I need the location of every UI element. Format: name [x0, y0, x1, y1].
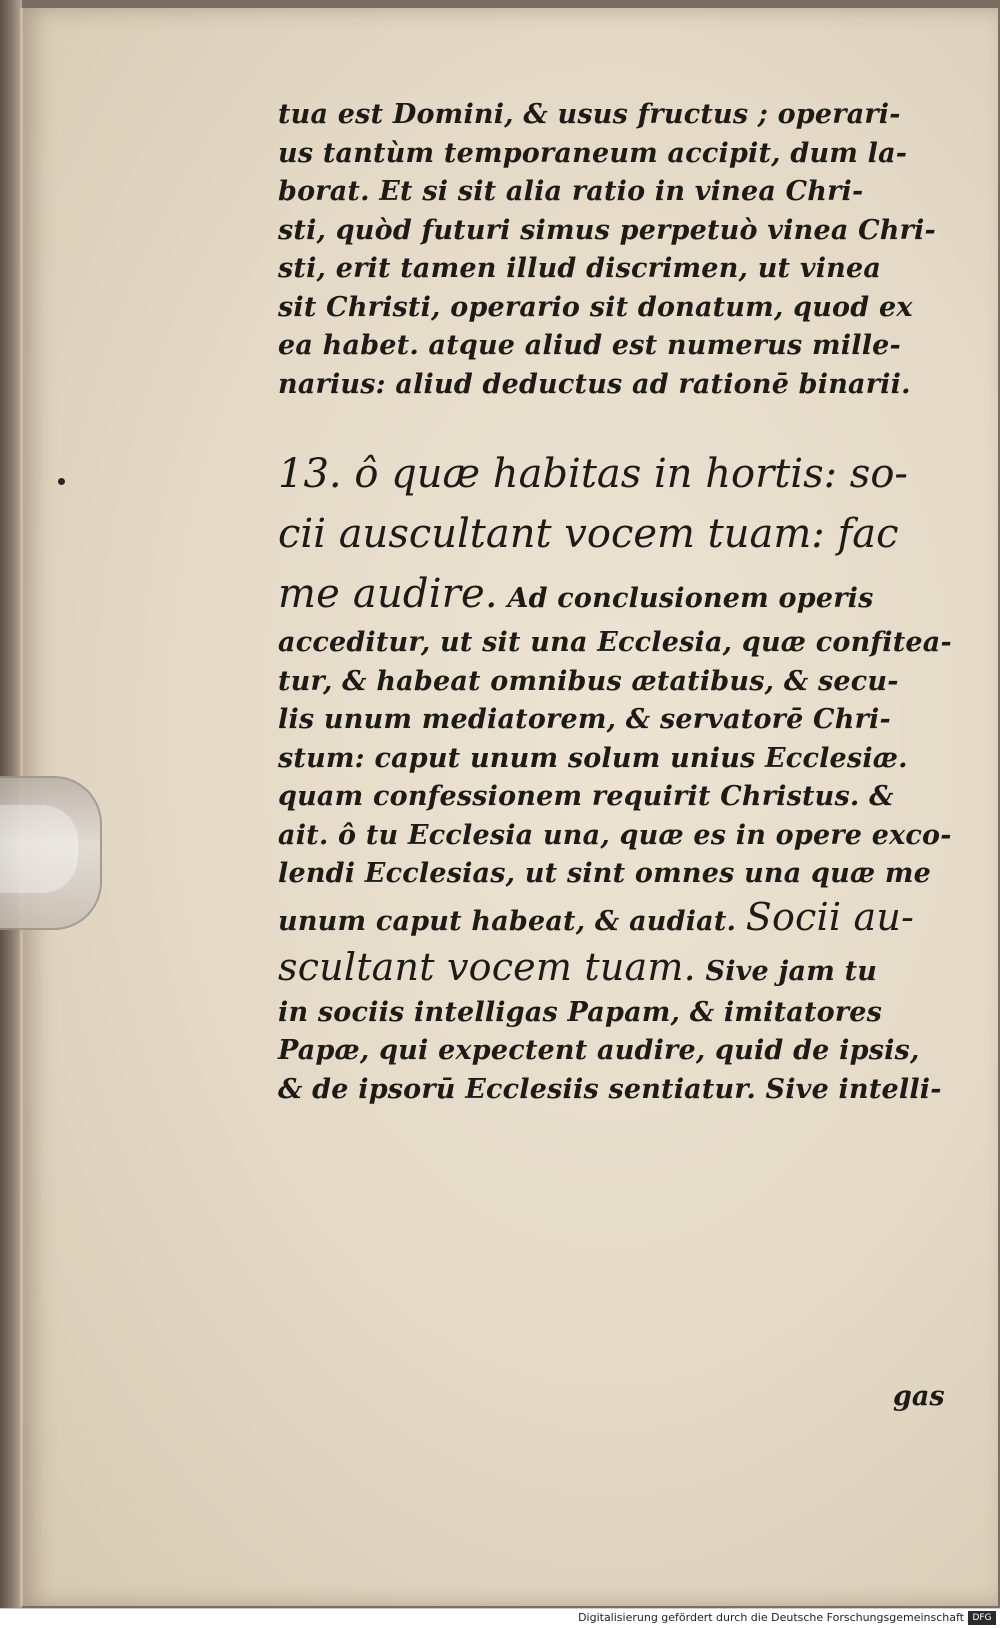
text-line: borat. Et si sit alia ratio in vinea Chri-	[278, 176, 864, 207]
dfg-logo-icon: DFG	[968, 1611, 996, 1625]
text-line: & de ipsorū Ecclesiis sentiatur. Sive intelli-	[278, 1073, 942, 1105]
text-line: narius: aliud deductus ad rationē binarii.	[278, 368, 911, 400]
page-text-block	[278, 96, 978, 1109]
socii-small: unum caput habeat, & audiat.	[278, 905, 737, 937]
text-line: lendi Ecclesias, ut sint omnes una quæ me	[278, 858, 932, 889]
socii-line	[278, 894, 978, 940]
auscultant-line	[278, 940, 978, 994]
verse-line: cii auscultant vocem tuam: fac	[278, 511, 899, 557]
verse-tail-line	[278, 564, 978, 624]
catchword: gas	[893, 1381, 945, 1412]
text-line: lis unum mediatorem, & servatorē Chri-	[278, 704, 891, 735]
text-line: sti, erit tamen illud discrimen, ut vinea	[278, 253, 882, 284]
socii-big: Socii au-	[745, 894, 915, 939]
auscultant-small: Sive jam tu	[705, 955, 878, 987]
ink-spot	[58, 478, 65, 485]
text-line: us tantùm temporaneum accipit, dum la-	[278, 137, 908, 169]
text-line: tua est Domini, & usus fructus ; operari-	[278, 99, 901, 130]
paragraph-gap	[278, 404, 978, 444]
verse-tail-small: Ad conclusionem operis	[507, 583, 874, 614]
text-line: Papæ, qui expectent audire, quid de ipsis,	[278, 1035, 920, 1066]
text-line: quam confessionem requirit Christus. &	[278, 781, 894, 812]
text-line: ea habet. atque aliud est numerus mille-	[278, 330, 901, 361]
verse-tail-big: me audire.	[278, 571, 498, 617]
text-line: ait. ô tu Ecclesia una, quæ es in opere exco-	[278, 819, 952, 851]
text-line: acceditur, ut sit una Ecclesia, quæ confitea-	[278, 627, 952, 658]
auscultant-big: scultant vocem tuam.	[278, 944, 696, 989]
footer-credit: Digitalisierung gefördert durch die Deutsche Forschungsgemeinschaft	[578, 1611, 964, 1624]
digitization-footer	[0, 1608, 1000, 1628]
text-line: in sociis intelligas Papam, & imitatores	[278, 996, 883, 1028]
text-line: tur, & habeat omnibus ætatibus, & secu-	[278, 665, 899, 697]
verse-line: 13. ô quæ habitas in hortis: so-	[278, 451, 908, 497]
text-line: sit Christi, operario sit donatum, quod ex	[278, 291, 913, 323]
text-line: sti, quòd futuri simus perpetuò vinea Chri-	[278, 214, 936, 246]
page-clip-highlight	[0, 805, 78, 893]
text-line: stum: caput unum solum unius Ecclesiæ.	[278, 742, 908, 774]
